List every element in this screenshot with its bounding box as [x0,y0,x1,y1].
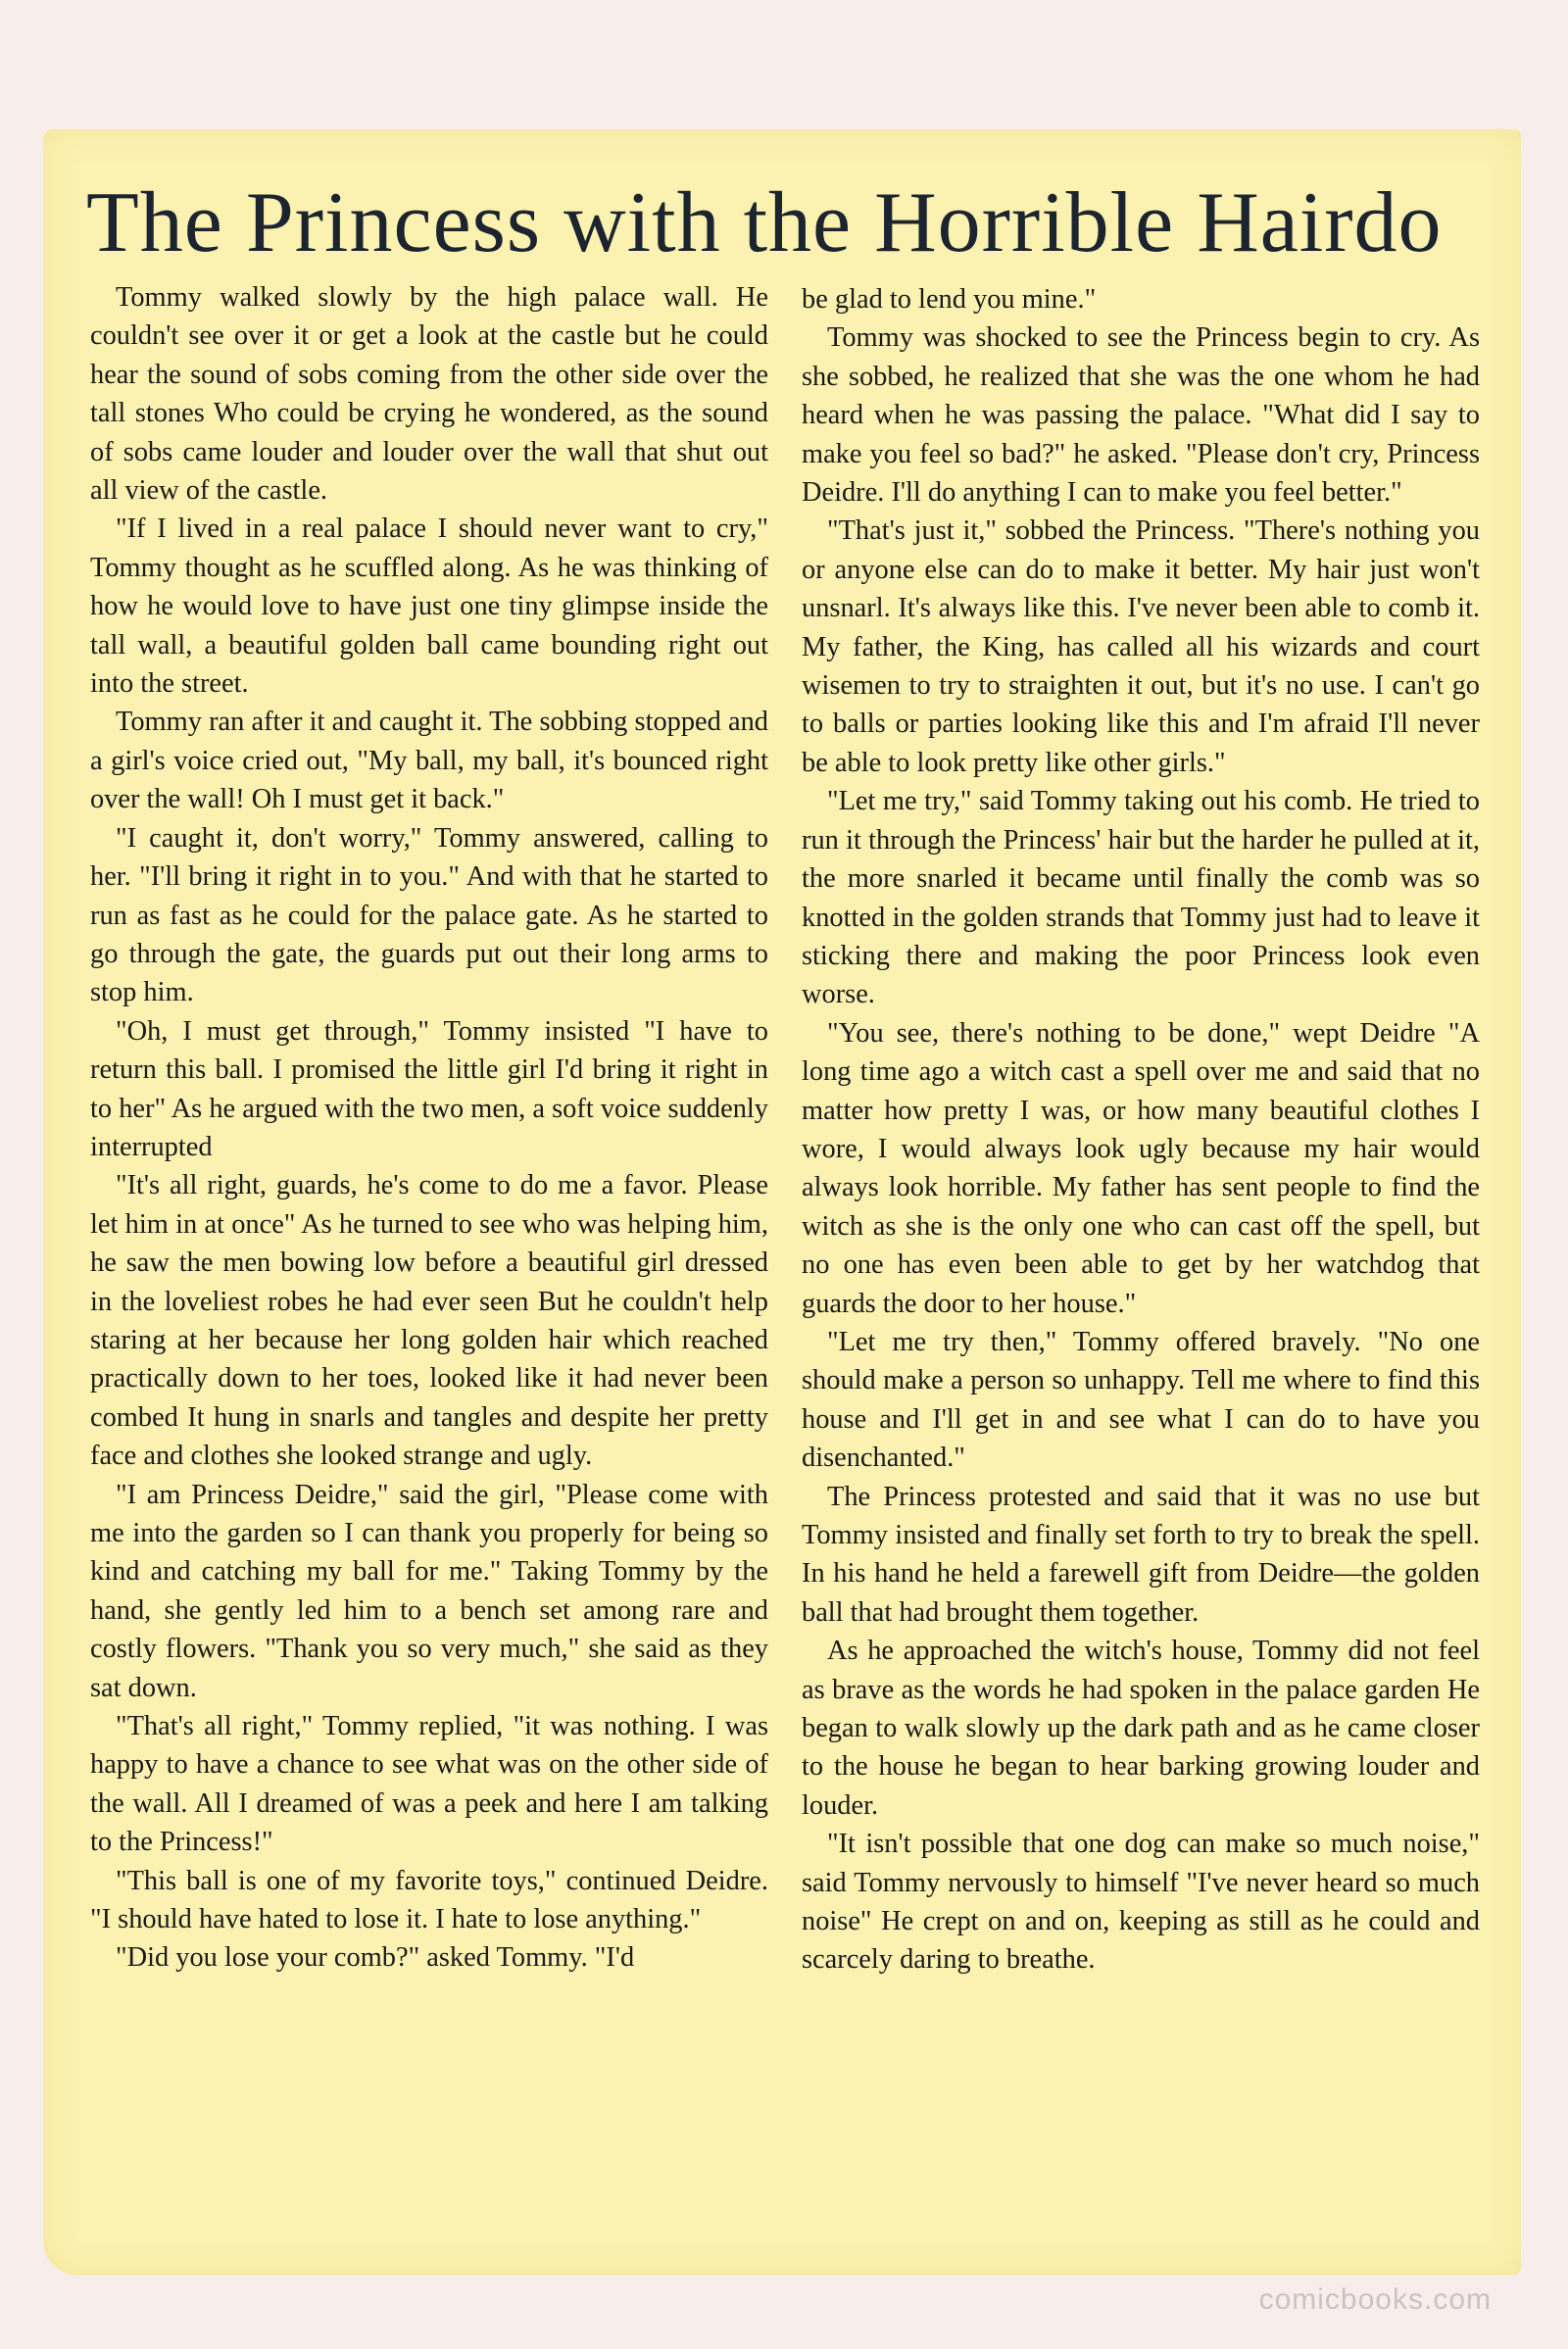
paragraph: "It isn't possible that one dog can make so much noise," said Tommy nervously to himself "I've never heard so much noise" He crept on and on, keeping as still as he could and scarcely daring to breathe. [802,1829,1480,1976]
paragraph: "I am Princess Deidre," said the girl, "Please come with me into the garden so I can thank you properly for being so kind and catching my ball for me." Taking Tommy by the hand, she gently led him to a bench set among rare and costly flowers. "Thank you so very much," she said as they sat down. [90,1479,768,1703]
paragraph: "Let me try then," Tommy offered bravely. "No one should make a person so unhappy. Tell me where to find this house and I'll get in and see what I can do to have you disenchanted." [802,1326,1480,1474]
paragraph: "You see, there's nothing to be done," wept Deidre "A long time ago a witch cast a spell over me and said that no matter how pretty I was, or how many beautiful clothes I wore, I would always look ugly because my hair would always look horrible. My father has sent people to find the witch as she is the only one who can cast off the spell, but no one has even been able to get by her watchdog that guards the door to her house." [802,1017,1480,1319]
paragraph: Tommy walked slowly by the high palace wall. He couldn't see over it or get a look at the castle but he could hear the sound of sobs coming from the other side over the tall stones Who could be crying he wondered, as the sound of sobs came louder and louder over the wall that shut out all view of the castle. [90,282,768,507]
paragraph: "Did you lose your comb?" asked Tommy. "I'd [116,1942,635,1974]
paragraph: The Princess protested and said that it was no use but Tommy insisted and finally set forth to try to break the spell. In his hand he held a farewell gift from Deidre—the golden ball that had brought them together. [802,1481,1480,1628]
paragraph: "Let me try," said Tommy taking out his comb. He tried to run it through the Princess' hair but the harder he pulled at it, the more snarled it became until finally the comb was so knotted in the golden strands that Tommy just had to leave it sticking there and making the poor Princess look even worse. [802,786,1480,1010]
paragraph: As he approached the witch's house, Tommy did not feel as brave as the words he had spoken in the palace garden He began to walk slowly up the dark path and as he came closer to the house he began to hear barking growing louder and louder. [802,1636,1480,1821]
site-watermark: comicbooks.com [1258,2283,1492,2316]
paragraph-continued: be glad to lend you mine." [802,284,1097,315]
paragraph: Tommy ran after it and caught it. The sobbing stopped and a girl's voice cried out, "My ball, my ball, it's bounced right over the wall! Oh I must get it back." [90,707,768,815]
paragraph: "It's all right, guards, he's come to do me a favor. Please let him in at once" As he turned to see who was helping him, he saw the men bowing low before a beautiful girl dressed in the loveliest robes he had ever seen But he couldn't help staring at her because her long golden hair which reached practically down to her toes, looked like it had never been combed It hung in snarls and tangles and despite her pretty face and clothes she looked strange and ugly. [90,1170,768,1472]
paragraph: "If I lived in a real palace I should never want to cry," Tommy thought as he scuffled along. As he was thinking of how he would love to have just one tiny glimpse inside the tall wall, a beautiful golden ball came bounding right out into the street. [90,514,768,700]
paragraph: "That's all right," Tommy replied, "it was nothing. I was happy to have a chance to see what was on the other side of the wall. All I dreamed of was a peek and here I am talking to the Princess!" [90,1711,768,1858]
paragraph: "I caught it, don't worry," Tommy answered, calling to her. "I'll bring it right in to you." And with that he started to run as fast as he could for the palace gate. As he started to go through the gate, the guards put out their long arms to stop him. [90,822,768,1008]
paragraph: "That's just it," sobbed the Princess. "There's nothing you or anyone else can do to make it better. My hair just won't unsnarl. It's always like this. I've never been able to comb it. My father, the King, has called all his wizards and court wisemen to try to straighten it out, but it's no use. I can't go to balls or parties looking like this and I'm afraid I'll never be able to look pretty like other girls." [802,515,1480,778]
paragraph: "This ball is one of my favorite toys," continued Deidre. "I should have hated to lose it. I hate to lose anything." [90,1865,768,1935]
left-column [90,278,768,1978]
paragraph: "Oh, I must get through," Tommy insisted "I have to return this ball. I promised the little girl I'd bring it right in to her" As he argued with the two men, a soft voice suddenly interrupted [90,1015,768,1162]
paragraph: Tommy was shocked to see the Princess begin to cry. As she sobbed, he realized that she was the one whom he had heard when he was passing the palace. "What did I say to make you feel so bad?" he asked. "Please don't cry, Princess Deidre. I'll do anything I can to make you feel better." [802,322,1480,509]
right-column [802,280,1480,1980]
story-title: The Princess with the Horrible Hairdo [86,175,1443,270]
